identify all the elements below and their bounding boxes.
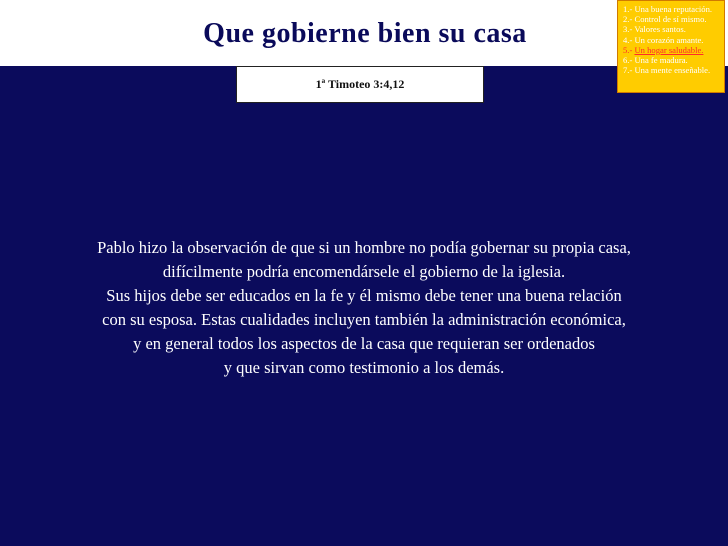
body-paragraph (20, 236, 708, 380)
body-line: Sus hijos debe ser educados en la fe y él mismo debe tener una buena relación (106, 286, 622, 305)
quality-number: 5.- (623, 44, 633, 55)
quality-text: Valores santos. (634, 24, 686, 35)
quality-text: Una fe madura. (634, 55, 688, 66)
quality-item-1 (623, 4, 722, 14)
quality-number: 3.- (623, 24, 633, 35)
scripture-reference-box (236, 66, 484, 103)
quality-number: 6.- (623, 55, 633, 66)
body-line: y que sirvan como testimonio a los demás. (223, 358, 505, 377)
body-line: Pablo hizo la observación de que si un hombre no podía gobernar su propia casa, (97, 238, 631, 257)
quality-text: Una mente enseñable. (634, 65, 711, 76)
scripture-reference: 1ª Timoteo 3:4,12 (315, 77, 405, 91)
quality-link[interactable]: Un hogar saludable. (634, 44, 704, 55)
quality-text: Un corazón amante. (634, 34, 704, 45)
quality-number: 1.- (623, 4, 633, 14)
quality-item-2 (623, 14, 722, 24)
quality-item-6 (623, 55, 722, 65)
slide-title: Que gobierne bien su casa (203, 18, 527, 49)
quality-text: Una buena reputación. (634, 4, 713, 14)
quality-item-3 (623, 24, 722, 34)
body-line: con su esposa. Estas cualidades incluyen también la administración económica, (102, 310, 626, 329)
qualities-list (617, 0, 725, 93)
quality-number: 2.- (623, 14, 633, 25)
quality-item-5-current[interactable] (623, 45, 722, 55)
quality-text: Control de sí mismo. (634, 14, 707, 25)
quality-item-4 (623, 35, 722, 45)
quality-number: 7.- (623, 65, 633, 76)
body-line: y en general todos los aspectos de la casa que requieran ser ordenados (133, 334, 595, 353)
quality-number: 4.- (623, 34, 633, 45)
body-line: difícilmente podría encomendársele el gobierno de la iglesia. (162, 262, 566, 281)
quality-item-7 (623, 65, 722, 75)
